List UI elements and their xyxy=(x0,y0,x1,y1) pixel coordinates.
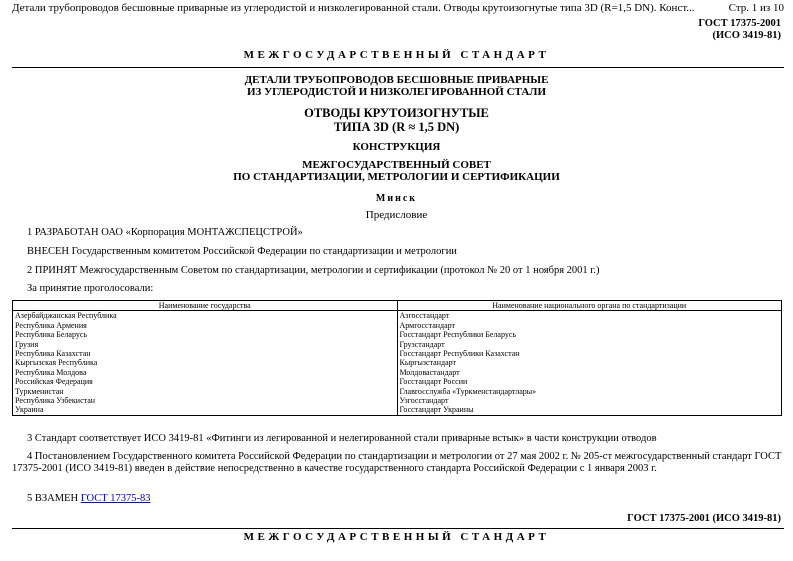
body-name: Госстандарт Республики Беларусь xyxy=(397,330,782,339)
header-doc-title: Детали трубопроводов бесшовные приварные из углеродистой и низколегированной стали. Отводы крутоизогнутые типа 3D (R=1,5 DN). Конст... xyxy=(12,2,695,14)
table-row xyxy=(13,321,782,330)
divider xyxy=(12,528,784,529)
paragraph-6: 4 Постановлением Государственного комитета Российской Федерации по стандартизации и метрологии от 27 мая 2002 г. № 205-ст межгосударственный стандарт ГОСТ 17375-2001 (ИСО 3419-81) введен в действие непосредственно в качестве государственного стандарта Российской Федерации с 1 января 2003 г. xyxy=(12,451,782,474)
body-name: Армгосстандарт xyxy=(397,321,782,330)
title-line-5: КОНСТРУКЦИЯ xyxy=(352,141,441,153)
footer-gost-code: ГОСТ 17375-2001 (ИСО 3419-81) xyxy=(627,513,781,524)
table-row xyxy=(13,349,782,358)
body-name: Госстандарт Украины xyxy=(397,405,782,415)
state-name: Республика Беларусь xyxy=(13,330,398,339)
voting-states-table xyxy=(12,300,782,416)
page-number: Стр. 1 из 10 xyxy=(728,2,784,14)
paragraph-5: 3 Стандарт соответствует ИСО 3419-81 «Фитинги из легированной и нелегированной стали приварные встык» в части конструкции отводов xyxy=(27,433,657,444)
body-name: Госстандарт России xyxy=(397,377,782,386)
title-line-1: ДЕТАЛИ ТРУБОПРОВОДОВ БЕСШОВНЫЕ ПРИВАРНЫЕ xyxy=(244,74,549,86)
state-name: Кыргызская Республика xyxy=(13,358,398,367)
document-subtitle xyxy=(0,106,793,134)
table-row xyxy=(13,396,782,405)
table-row xyxy=(13,387,782,396)
body-name: Кыргызстандарт xyxy=(397,358,782,367)
council-name xyxy=(0,159,793,183)
table-row xyxy=(13,330,782,339)
body-name: Госстандарт Республики Казахстан xyxy=(397,349,782,358)
state-name: Российская Федерация xyxy=(13,377,398,386)
table-row xyxy=(13,405,782,415)
page-header xyxy=(12,2,784,14)
state-name: Республика Армения xyxy=(13,321,398,330)
state-name: Грузия xyxy=(13,340,398,349)
replaces-label: 5 ВЗАМЕН xyxy=(27,493,79,504)
standard-heading: МЕЖГОСУДАРСТВЕННЫЙ СТАНДАРТ xyxy=(243,49,550,61)
gost-designation xyxy=(698,18,781,42)
title-line-3: ОТВОДЫ КРУТОИЗОГНУТЫЕ xyxy=(304,106,489,120)
city: Минск xyxy=(375,193,418,204)
table-row xyxy=(13,340,782,349)
state-name: Туркменистан xyxy=(13,387,398,396)
body-name: Главгосслужба «Туркменстандартлары» xyxy=(397,387,782,396)
table-row xyxy=(13,358,782,367)
preface-heading: Предисловие xyxy=(365,209,428,221)
body-name: Молдовастандарт xyxy=(397,368,782,377)
title-line-4: ТИПА 3D (R ≈ 1,5 DN) xyxy=(333,120,460,134)
document-title xyxy=(0,74,793,98)
divider xyxy=(12,67,784,68)
paragraph-2: ВНЕСЕН Государственным комитетом Российской Федерации по стандартизации и метрологии xyxy=(27,246,457,257)
body-name: Азгосстандарт xyxy=(397,311,782,321)
state-name: Республика Узбекистан xyxy=(13,396,398,405)
paragraph-3: 2 ПРИНЯТ Межгосударственным Советом по стандартизации, метрологии и сертификации (протокол № 20 от 1 ноября 2001 г.) xyxy=(27,265,600,276)
state-name: Украина xyxy=(13,405,398,415)
paragraph-7 xyxy=(27,493,151,504)
title-line-2: ИЗ УГЛЕРОДИСТОЙ И НИЗКОЛЕГИРОВАННОЙ СТАЛИ xyxy=(246,86,547,98)
state-name: Республика Казахстан xyxy=(13,349,398,358)
column-header-body: Наименование национального органа по стандартизации xyxy=(397,301,782,311)
table-header-row xyxy=(13,301,782,311)
gost-code: ГОСТ 17375-2001 xyxy=(698,18,781,29)
title-line-6: МЕЖГОСУДАРСТВЕННЫЙ СОВЕТ xyxy=(302,159,491,171)
body-name: Узгосстандарт xyxy=(397,396,782,405)
title-line-7: ПО СТАНДАРТИЗАЦИИ, МЕТРОЛОГИИ И СЕРТИФИКАЦИИ xyxy=(233,171,560,183)
gost-17375-83-link[interactable]: ГОСТ 17375-83 xyxy=(80,493,151,504)
column-header-state: Наименование государства xyxy=(13,301,398,311)
paragraph-1: 1 РАЗРАБОТАН ОАО «Корпорация МОНТАЖСПЕЦСТРОЙ» xyxy=(27,227,303,238)
state-name: Азербайджанская Республика xyxy=(13,311,398,321)
table-row xyxy=(13,311,782,321)
body-name: Грузстандарт xyxy=(397,340,782,349)
standard-heading-footer: МЕЖГОСУДАРСТВЕННЫЙ СТАНДАРТ xyxy=(243,531,550,543)
table-row xyxy=(13,377,782,386)
iso-code: (ИСО 3419-81) xyxy=(712,30,781,41)
state-name: Республика Молдова xyxy=(13,368,398,377)
table-row xyxy=(13,368,782,377)
paragraph-4: За принятие проголосовали: xyxy=(27,283,154,294)
